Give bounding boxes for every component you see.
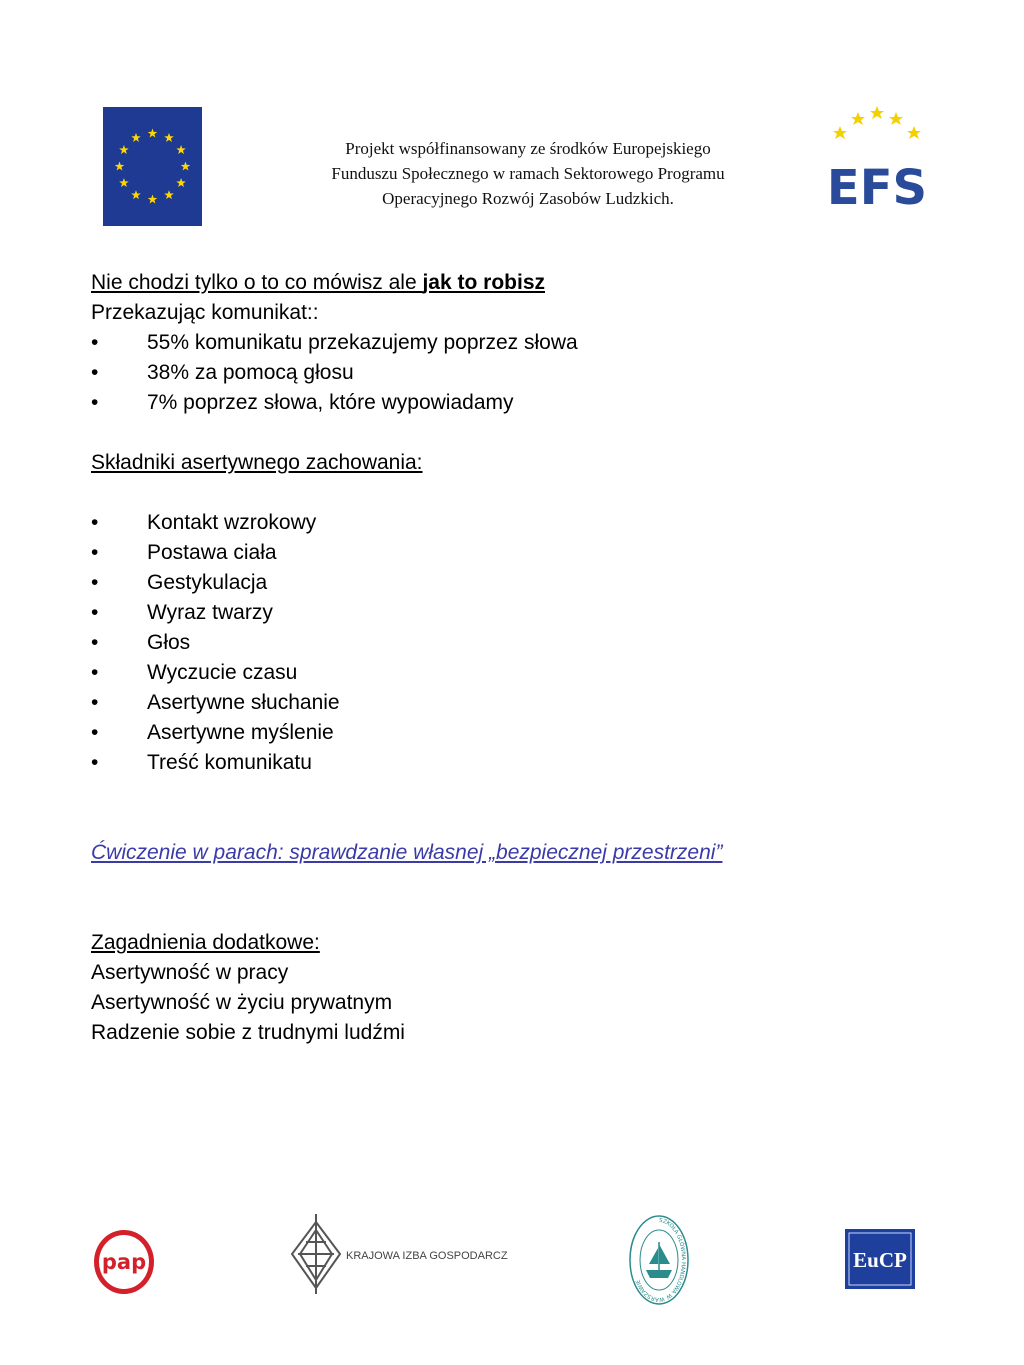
list-item: • Gestykulacja (91, 571, 268, 594)
eu-star-icon (148, 129, 158, 138)
efs-logo-text: EFS (830, 160, 925, 212)
efs-logo (830, 100, 925, 212)
list-item: • 7% poprzez słowa, które wypowiadamy (91, 391, 514, 414)
eu-star-icon (176, 145, 186, 154)
eu-star-icon (164, 190, 174, 199)
main-content (91, 268, 951, 1048)
list-item: • Kontakt wzrokowy (91, 511, 317, 534)
section-title-assertive: Składniki asertywnego zachowania: (91, 451, 423, 474)
svg-text:SZKOŁA GŁÓWNA HANDLOWA W WARSZ: SZKOŁA GŁÓWNA HANDLOWA W WARSZAWIE (635, 1217, 686, 1303)
list-item: Asertywność w pracy (91, 961, 289, 984)
eu-star-icon (131, 190, 141, 199)
header-line-3: Operacyjnego Rozwój Zasobów Ludzkich. (382, 189, 674, 208)
kig-emblem-icon (292, 1214, 340, 1294)
intro-line (91, 268, 951, 298)
section-title-additional: Zagadnienia dodatkowe: (91, 931, 320, 954)
eu-star-icon (176, 178, 186, 187)
list-item: • Treść komunikatu (91, 751, 312, 774)
exercise-link[interactable]: Ćwiczenie w parach: sprawdzanie własnej „bezpiecznej przestrzeni” (91, 841, 723, 864)
message-subtitle: Przekazując komunikat:: (91, 301, 319, 324)
efs-stars-icon (833, 106, 921, 139)
header-line-2: Funduszu Społecznego w ramach Sektorowego Programu (331, 164, 725, 183)
ship-icon (646, 1242, 672, 1278)
list-item: • Asertywne słuchanie (91, 691, 340, 714)
eu-star-icon (148, 195, 158, 204)
header-line-1: Projekt współfinansowany ze środków Europejskiego (345, 139, 711, 158)
eu-star-icon (181, 162, 191, 171)
list-item: Asertywność w życiu prywatnym (91, 991, 393, 1014)
project-header (250, 136, 806, 211)
svg-text:pap: pap (101, 1250, 147, 1274)
list-item: • Postawa ciała (91, 541, 277, 564)
list-item: • 55% komunikatu przekazujemy poprzez słowa (91, 331, 578, 354)
svg-text:EuCP: EuCP (853, 1248, 907, 1272)
eu-star-icon (119, 145, 129, 154)
sgh-logo (628, 1214, 690, 1306)
eu-star-icon (164, 133, 174, 142)
list-item: • Głos (91, 631, 191, 654)
pap-logo (92, 1228, 156, 1296)
list-item: • Asertywne myślenie (91, 721, 334, 744)
eu-flag-icon (103, 107, 202, 226)
svg-text:KRAJOWA IZBA GOSPODARCZA: KRAJOWA IZBA GOSPODARCZA (346, 1250, 508, 1262)
eu-star-icon (115, 162, 125, 171)
list-item: • 38% za pomocą głosu (91, 361, 354, 384)
intro-bold: jak to robisz (422, 271, 545, 294)
eucp-logo (845, 1229, 915, 1289)
list-item: Radzenie sobie z trudnymi ludźmi (91, 1021, 405, 1044)
list-item: • Wyraz twarzy (91, 601, 273, 624)
kig-logo (288, 1212, 508, 1296)
eu-star-icon (119, 178, 129, 187)
list-item: • Wyczucie czasu (91, 661, 298, 684)
intro-text: Nie chodzi tylko o to co mówisz ale (91, 271, 423, 294)
eu-star-icon (131, 133, 141, 142)
